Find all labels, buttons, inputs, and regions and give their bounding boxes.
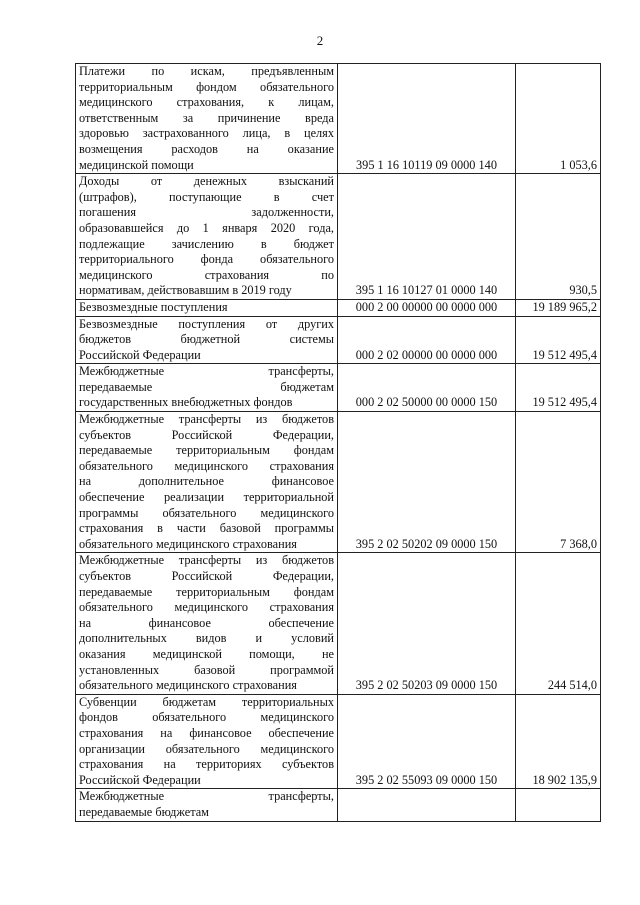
table-row bbox=[76, 316, 601, 364]
description-line: фондов обязательного медицинского bbox=[79, 710, 334, 725]
description-line: передаваемые бюджетам bbox=[79, 379, 334, 394]
description-line: передаваемые бюджетам bbox=[79, 804, 209, 819]
description-line: Российской Федерации bbox=[79, 772, 201, 787]
description-line: обязательного медицинского страхования bbox=[79, 600, 334, 615]
description-line: страхования в части базовой программы bbox=[79, 521, 334, 536]
description-line: (штрафов), поступающие в счет bbox=[79, 189, 334, 204]
table-row bbox=[76, 299, 601, 316]
row-budget-code: 000 2 00 00000 00 0000 000 bbox=[338, 299, 516, 316]
description-line: обязательного медицинского страхования bbox=[79, 536, 297, 551]
description-line: передаваемые территориальным фондам bbox=[79, 584, 334, 599]
description-line: медицинского страхования, к лицам, bbox=[79, 95, 334, 110]
description-line: территориальным фондом обязательного bbox=[79, 79, 334, 94]
table-row bbox=[76, 364, 601, 412]
description-line: на дополнительное финансовое bbox=[79, 474, 334, 489]
row-description bbox=[76, 299, 338, 316]
table-row bbox=[76, 694, 601, 789]
description-line: ответственным за причинение вреда bbox=[79, 110, 334, 125]
description-line: Межбюджетные трансферты, bbox=[79, 364, 334, 379]
row-description bbox=[76, 364, 338, 412]
row-description bbox=[76, 694, 338, 789]
description-line: дополнительных видов и условий bbox=[79, 631, 334, 646]
row-budget-code: 395 1 16 10119 09 0000 140 bbox=[338, 64, 516, 174]
description-line: Субвенции бюджетам территориальных bbox=[79, 694, 334, 709]
description-line: Межбюджетные трансферты, bbox=[79, 789, 334, 804]
budget-revenue-table bbox=[75, 63, 601, 822]
table-row bbox=[76, 64, 601, 174]
description-line: Платежи по искам, предъявленным bbox=[79, 64, 334, 78]
row-budget-code: 395 2 02 50203 09 0000 150 bbox=[338, 553, 516, 694]
description-line: медицинского страхования по bbox=[79, 267, 334, 282]
description-line: обеспечение реализации территориальной bbox=[79, 490, 334, 505]
description-line: бюджетов бюджетной системы bbox=[79, 332, 334, 347]
row-amount: 244 514,0 bbox=[516, 553, 601, 694]
description-line: страхования на территориях субъектов bbox=[79, 757, 334, 772]
description-line: Межбюджетные трансферты из бюджетов bbox=[79, 553, 334, 568]
description-line: возмещения расходов на оказание bbox=[79, 141, 334, 156]
description-line: субъектов Российской Федерации, bbox=[79, 427, 334, 442]
description-line: Доходы от денежных взысканий bbox=[79, 174, 334, 189]
row-amount: 1 053,6 bbox=[516, 64, 601, 174]
description-line: оказания медицинской помощи, не bbox=[79, 646, 334, 661]
row-amount: 7 368,0 bbox=[516, 412, 601, 553]
description-line: медицинской помощи bbox=[79, 157, 194, 172]
row-amount: 19 512 495,4 bbox=[516, 364, 601, 412]
row-amount: 18 902 135,9 bbox=[516, 694, 601, 789]
row-budget-code: 000 2 02 00000 00 0000 000 bbox=[338, 316, 516, 364]
row-budget-code: 395 2 02 50202 09 0000 150 bbox=[338, 412, 516, 553]
description-line: организации обязательного медицинского bbox=[79, 741, 334, 756]
description-line: Межбюджетные трансферты из бюджетов bbox=[79, 412, 334, 427]
row-amount: 930,5 bbox=[516, 174, 601, 300]
row-amount: 19 189 965,2 bbox=[516, 299, 601, 316]
table-row bbox=[76, 412, 601, 553]
row-amount: 19 512 495,4 bbox=[516, 316, 601, 364]
description-line: субъектов Российской Федерации, bbox=[79, 569, 334, 583]
table-body bbox=[76, 64, 601, 822]
row-budget-code bbox=[338, 789, 516, 821]
table-row bbox=[76, 789, 601, 821]
description-line: обязательного медицинского страхования bbox=[79, 458, 334, 473]
description-line: Российской Федерации bbox=[79, 347, 201, 362]
description-line: Безвозмездные поступления bbox=[79, 299, 228, 314]
description-line: здоровью застрахованного лица, в целях bbox=[79, 126, 334, 141]
description-line: образовавшейся до 1 января 2020 года, bbox=[79, 220, 334, 235]
row-amount bbox=[516, 789, 601, 821]
description-line: территориального фонда обязательного bbox=[79, 252, 334, 267]
description-line: установленных базовой программой bbox=[79, 662, 334, 677]
row-description bbox=[76, 174, 338, 300]
description-line: погашения задолженности, bbox=[79, 205, 334, 220]
description-line: программы обязательного медицинского bbox=[79, 505, 334, 520]
row-budget-code: 000 2 02 50000 00 0000 150 bbox=[338, 364, 516, 412]
description-line: нормативам, действовавшим в 2019 году bbox=[79, 283, 292, 298]
row-budget-code: 395 1 16 10127 01 0000 140 bbox=[338, 174, 516, 300]
row-description bbox=[76, 789, 338, 821]
description-line: Безвозмездные поступления от других bbox=[79, 316, 334, 331]
description-line: на финансовое обеспечение bbox=[79, 615, 334, 630]
row-description bbox=[76, 64, 338, 174]
description-line: государственных внебюджетных фондов bbox=[79, 395, 293, 410]
row-budget-code: 395 2 02 55093 09 0000 150 bbox=[338, 694, 516, 789]
row-description bbox=[76, 316, 338, 364]
row-description bbox=[76, 553, 338, 694]
page-number: 2 bbox=[316, 33, 324, 48]
table-row bbox=[76, 553, 601, 694]
description-line: страхования на финансовое обеспечение bbox=[79, 725, 334, 740]
description-line: подлежащие зачислению в бюджет bbox=[79, 236, 334, 251]
description-line: обязательного медицинского страхования bbox=[79, 678, 297, 693]
description-line: передаваемые территориальным фондам bbox=[79, 443, 334, 458]
table-row bbox=[76, 174, 601, 300]
row-description bbox=[76, 412, 338, 553]
